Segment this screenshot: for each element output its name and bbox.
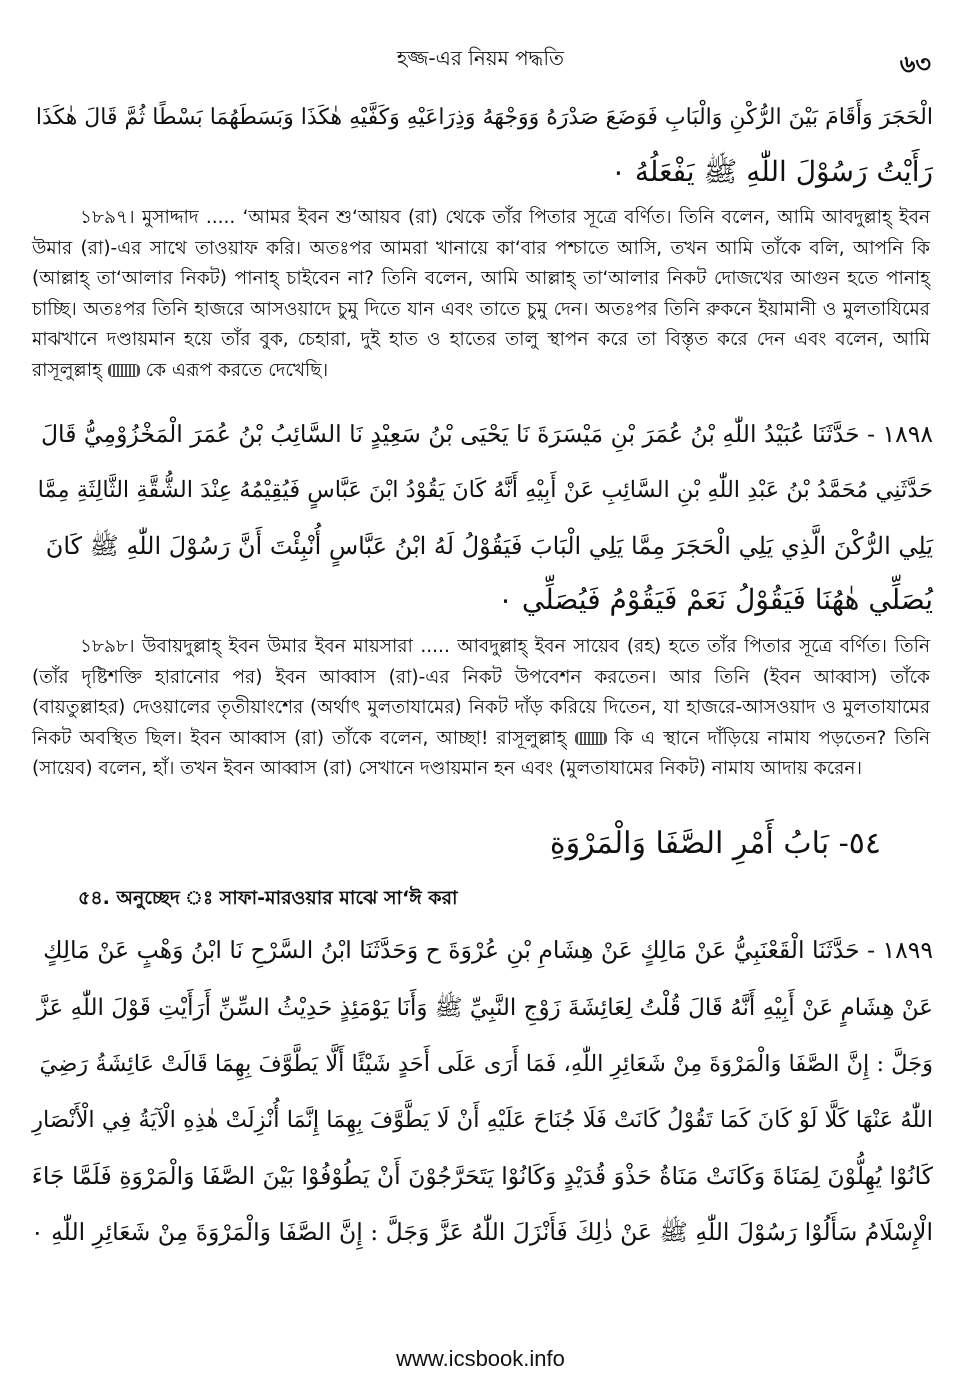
arabic-line: ١٨٩٨ - حَدَّثَنَا عُبَيْدُ اللّٰهِ بْنُ عُمَرَ بْنِ مَيْسَرَةَ نَا يَحْيَى بْنُ سَعِيْدٍ نَا السَّائِبُ بْنُ عُمَرَ الْمَخْزُوْمِيُّ قَالَ xyxy=(40,420,933,448)
arabic-line: الْإِسْلَامُ سَأَلُوْا رَسُوْلَ اللّٰهِ ﷺ عَنْ ذٰلِكَ فَأَنْزَلَ اللّٰهُ عَزَّ وَجَلَّ : إِنَّ الصَّفَا وَالْمَرْوَةَ مِنْ شَعَائِرِ اللّٰهِ ۰ xyxy=(30,1218,933,1246)
arabic-line: وَجَلَّ : إِنَّ الصَّفَا وَالْمَرْوَةَ مِنْ شَعَائِرِ اللّٰهِ، فَمَا أَرَى عَلَى أَحَدٍ شَيْئًا أَلَّا يَطَّوَّفَ بِهِمَا قَالَتْ عَائِشَةُ رَضِيَ xyxy=(39,1051,933,1077)
sallallahu-alayhi-wasallam-icon xyxy=(575,732,607,745)
arabic-line: يَلِي الرُّكْنَ الَّذِي يَلِي الْحَجَرَ مِمَّا يَلِي الْبَابَ فَيَقُوْلُ لَهُ ابْنُ عَبَّاسٍ أُنْبِئْتَ أَنَّ رَسُوْلَ اللّٰهِ ﷺ كَانَ xyxy=(45,532,933,560)
arabic-line: اللّٰهُ عَنْهَا كَلَّا لَوْ كَانَ كَمَا تَقُوْلُ كَانَتْ فَلَا جُنَاحَ عَلَيْهِ أَنْ لَا يَطَّوَّفَ بِهِمَا إِنَّمَا أُنْزِلَتْ هٰذِهِ الْآيَةُ فِي الْأَنْصَارِ xyxy=(32,1107,933,1133)
bengali-translation xyxy=(32,632,930,785)
bengali-translation xyxy=(32,203,930,386)
translation-text: ১৮৯৮। উবায়দুল্লাহ্ ইবন উমার ইবন মায়সারা ..... আবদুল্লাহ্ ইবন সায়েব (রহ) হতে তাঁর পিতার সূত্রে বর্ণিত। তিনি (তাঁর দৃষ্টিশক্তি হারানোর পর) ইবন আব্বাস (রা)-এর নিকট উপবেশন করতেন। আর তিনি (ইবন আব্বাস) তাঁকে (বায়তুল্লাহর) দেওয়ালের তৃতীয়াংশের (অর্থাৎ মুলতাযামের) নিকট দাঁড় করিয়ে দিতেন, যা হাজরে-আসওয়াদ ও মুলতাযামের নিকট অবস্থিত ছিল। ইবন আব্বাস (রা) তাঁকে বলেন, আচ্ছা! রাসূলুল্লাহ্ xyxy=(32,636,930,749)
translation-text-tail: কি এ স্থানে দাঁড়িয়ে নামায পড়তেন? তিনি (সায়েব) বলেন, হাঁ। তখন ইবন আব্বাস (রা) সেখানে দণ্ডায়মান হন এবং (মুলতাযামের নিকট) নামায আদায় করেন। xyxy=(32,727,930,779)
chapter-heading-bengali: ৫৪. অনুচ্ছেদ ঃ সাফা-মারওয়ার মাঝে সা‘ঈ করা xyxy=(78,887,458,909)
footer-url: www.icsbook.info xyxy=(396,1346,565,1371)
translation-text-tail: কে এরূপ করতে দেখেছি। xyxy=(145,359,329,381)
arabic-line: يُصَلِّي هٰهُنَا فَيَقُوْلُ نَعَمْ فَيَقُوْمُ فَيُصَلِّي ۰ xyxy=(497,583,933,616)
arabic-line: الْحَجَرَ وَأَقَامَ بَيْنَ الرُّكْنِ وَالْبَابِ فَوَضَعَ صَدْرَهُ وَوَجْهَهُ وَذِرَاعَيْهِ وَكَفَّيْهِ هٰكَذَا وَبَسَطَهُمَا بَسْطًا ثُمَّ قَالَ هٰكَذَا xyxy=(35,105,933,130)
chapter-heading-arabic: ٥٤- بَابُ أَمْرِ الصَّفَا وَالْمَرْوَةِ xyxy=(549,826,881,861)
arabic-line: ١٨٩٩ - حَدَّثَنَا الْقَعْنَبِيُّ عَنْ مَالِكٍ عَنْ هِشَامِ بْنِ عُرْوَةَ ح وَحَدَّثَنَا ابْنُ السَّرْحِ نَا ابْنُ وَهْبٍ عَنْ مَالِكٍ xyxy=(43,936,933,964)
running-title: হজ্জ-এর নিয়ম পদ্ধতি xyxy=(396,46,565,70)
page-number: ৬৩ xyxy=(899,50,931,78)
arabic-line: رَأَيْتُ رَسُوْلَ اللّٰهِ ﷺ يَفْعَلُهُ ۰ xyxy=(610,155,933,188)
translation-text: ১৮৯৭। মুসাদ্দাদ ..... ‘আমর ইবন শু‘আয়ব (রা) থেকে তাঁর পিতার সূত্রে বর্ণিত। তিনি বলেন, আমি আবদুল্লাহ্ ইবন উমার (রা)-এর সাথে তাওয়াফ করি। অতঃপর আমরা খানায়ে কা‘বার পশ্চাতে আসি, তখন আমি তাঁকে বলি, আপনি কি (আল্লাহ্ তা‘আলার নিকট) পানাহ্ চাইবেন না? তিনি বলেন, আমি আল্লাহ্ তা‘আলার নিকট দোজখের আগুন হতে পানাহ্ চাচ্ছি। অতঃপর তিনি হাজরে আসওয়াদে চুমু দিতে যান এবং তাতে চুমু দেন। অতঃপর তিনি রুকনে ইয়ামানী ও মুলতাযিমের মাঝখানে দণ্ডায়মান হয়ে তাঁর বুক, চেহারা, দুই হাত ও হাতের তালু স্থাপন করে তা বিস্তৃত করে দেন এবং বলেন, আমি রাসূলুল্লাহ্ xyxy=(32,207,930,381)
arabic-line: حَدَّثَنِي مُحَمَّدُ بْنُ عَبْدِ اللّٰهِ بْنِ السَّائِبِ عَنْ أَبِيْهِ أَنَّهُ كَانَ يَقُوْدُ ابْنَ عَبَّاسٍ فَيُقِيْمُهُ عِنْدَ الشُّقَّةِ الثَّالِثَةِ مِمَّا xyxy=(37,477,933,503)
arabic-line: عَنْ هِشَامٍ عَنْ أَبِيْهِ أَنَّهُ قَالَ قُلْتُ لِعَائِشَةَ زَوْجِ النَّبِيِّ ﷺ وَأَنَا يَوْمَئِذٍ حَدِيْثُ السِّنِّ أَرَأَيْتِ قَوْلَ اللّٰهِ عَزَّ xyxy=(36,995,933,1021)
arabic-line: كَانُوْا يُهِلُّوْنَ لِمَنَاةَ وَكَانَتْ مَنَاةُ حَذْوَ قُدَيْدٍ وَكَانُوْا يَتَحَرَّجُوْنَ أَنْ يَطُوْفُوْا بَيْنَ الصَّفَا وَالْمَرْوَةِ فَلَمَّا جَاءَ xyxy=(31,1162,933,1190)
sallallahu-alayhi-wasallam-icon xyxy=(108,364,140,377)
